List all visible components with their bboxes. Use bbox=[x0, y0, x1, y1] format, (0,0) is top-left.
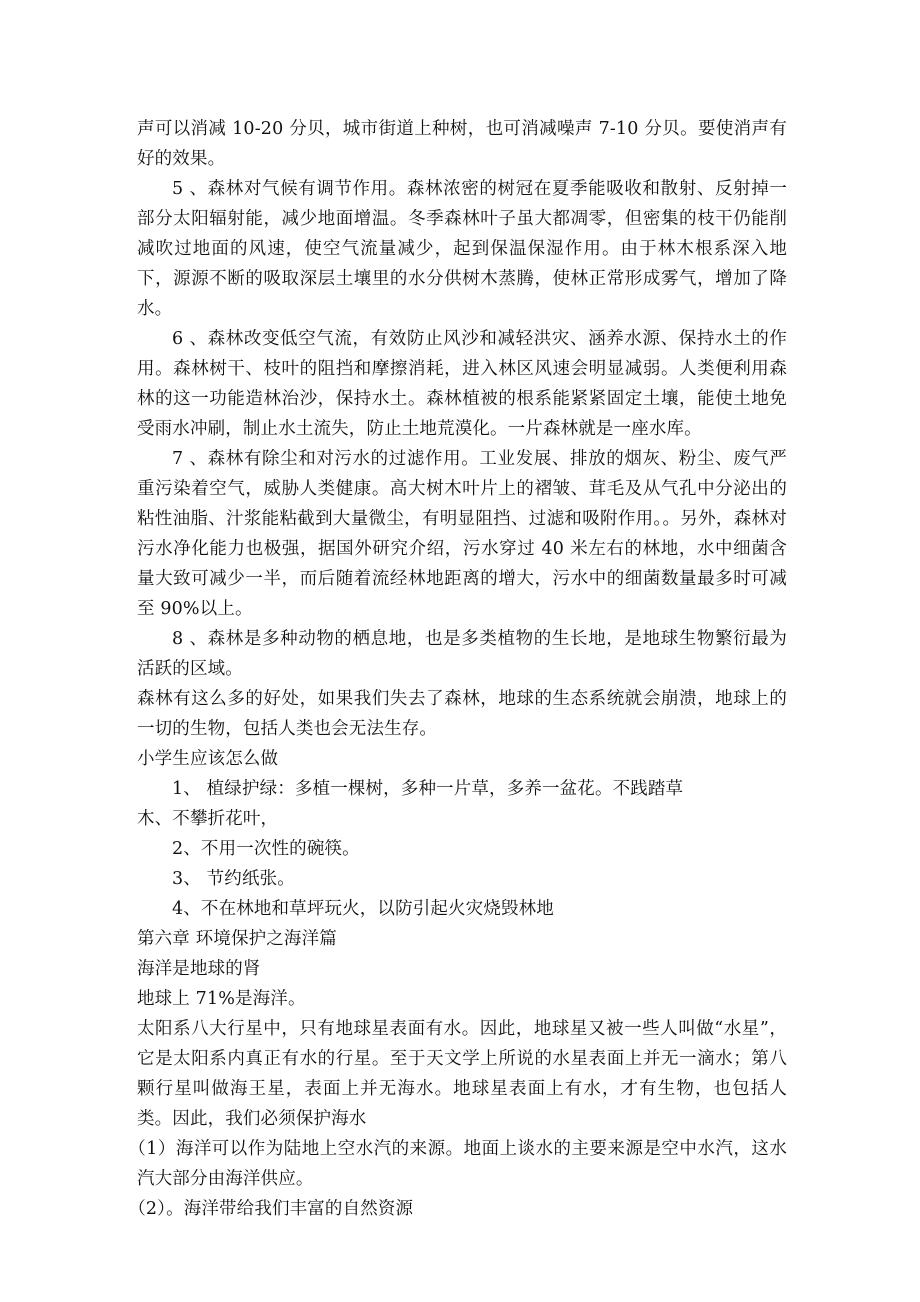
list-item-line: 1、 植绿护绿：多植一棵树，多种一片草，多养一盆花。不践踏草 bbox=[172, 779, 684, 799]
paragraph-dust-filtration: 7 、森林有除尘和对污水的过滤作用。工业发展、排放的烟灰、粉尘、废气严重污染着空气，威胁人类健康。高大树木叶片上的褶皱、茸毛及从气孔中分泌出的粘性油脂、汁浆能粘截到大量微尘，有明显阻挡、过滤和吸附作用。。另外，森林对污水净化能力也极强，据国外研究介绍，污水穿过 40 米左右的林地，水中细菌含量大致可减少一半，而后随着流经林地距离的增大，污水中的细菌数量最多时可减至 90%以上。 bbox=[137, 449, 787, 619]
list-item-no-disposable-utensils: 2、不用一次性的碗筷。 bbox=[172, 839, 360, 859]
document-body bbox=[128, 114, 787, 1224]
section-title-student-actions: 小学生应该怎么做 bbox=[137, 749, 279, 769]
ocean-fact: 地球上 71%是海洋。 bbox=[137, 989, 306, 1009]
paragraph-climate-regulation: 5 、森林对气候有调节作用。森林浓密的树冠在夏季能吸收和散射、反射掉一部分太阳辐射能，减少地面增温。冬季森林叶子虽大都凋零，但密集的枝干仍能削减吹过地面的风速，使空气流量减少，起到保温保湿作用。由于林木根系深入地下，源源不断的吸取深层土壤里的水分供树木蒸腾，使林正常形成雾气，增加了降水。 bbox=[137, 179, 787, 319]
paragraph-noise-reduction-continued: 声可以消减 10-20 分贝，城市街道上种树，也可消减噪声 7-10 分贝。要使消声有好的效果。 bbox=[137, 119, 787, 169]
paragraph-ocean-point-1: （1）海洋可以作为陆地上空水汽的来源。地面上谈水的主要来源是空中水汽，这水汽大部分由海洋供应。 bbox=[128, 1139, 787, 1189]
paragraph-ocean-point-2: （2）。海洋带给我们丰富的自然资源 bbox=[128, 1199, 414, 1219]
list-item-no-fire: 4、不在林地和草坪玩火，以防引起火灾烧毁林地 bbox=[172, 899, 554, 919]
student-action-list bbox=[137, 774, 787, 924]
list-item-line-continued: 木、不攀折花叶， bbox=[137, 809, 279, 829]
list-item-plant-greenery bbox=[137, 774, 787, 834]
paragraph-ocean-intro: 太阳系八大行星中，只有地球星表面有水。因此，地球星又被一些人叫做“水星”，它是太阳系内真正有水的行星。至于天文学上所说的水星表面上并无一滴水；第八颗行星叫做海王星，表面上并无海水。地球星表面上有水，才有生物，也包括人类。因此，我们必须保护海水 bbox=[137, 1019, 787, 1129]
ocean-subtitle: 海洋是地球的肾 bbox=[137, 959, 261, 979]
chapter-heading: 第六章 环境保护之海洋篇 bbox=[137, 929, 337, 949]
list-item-save-paper: 3、 节约纸张。 bbox=[172, 869, 295, 889]
paragraph-airflow-water-conservation: 6 、森林改变低空气流，有效防止风沙和减轻洪灾、涵养水源、保持水土的作用。森林树干、枝叶的阻挡和摩擦消耗，进入林区风速会明显减弱。人类便利用森林的这一功能造林治沙，保持水土。森林植被的根系能紧紧固定土壤，能使土地免受雨水冲刷，制止水土流失，防止土地荒漠化。一片森林就是一座水库。 bbox=[137, 329, 787, 439]
paragraph-forest-summary: 森林有这么多的好处，如果我们失去了森林，地球的生态系统就会崩溃，地球上的一切的生物，包括人类也会无法生存。 bbox=[137, 689, 787, 739]
paragraph-habitat: 8 、森林是多种动物的栖息地，也是多类植物的生长地，是地球生物繁衍最为活跃的区域。 bbox=[137, 629, 787, 679]
